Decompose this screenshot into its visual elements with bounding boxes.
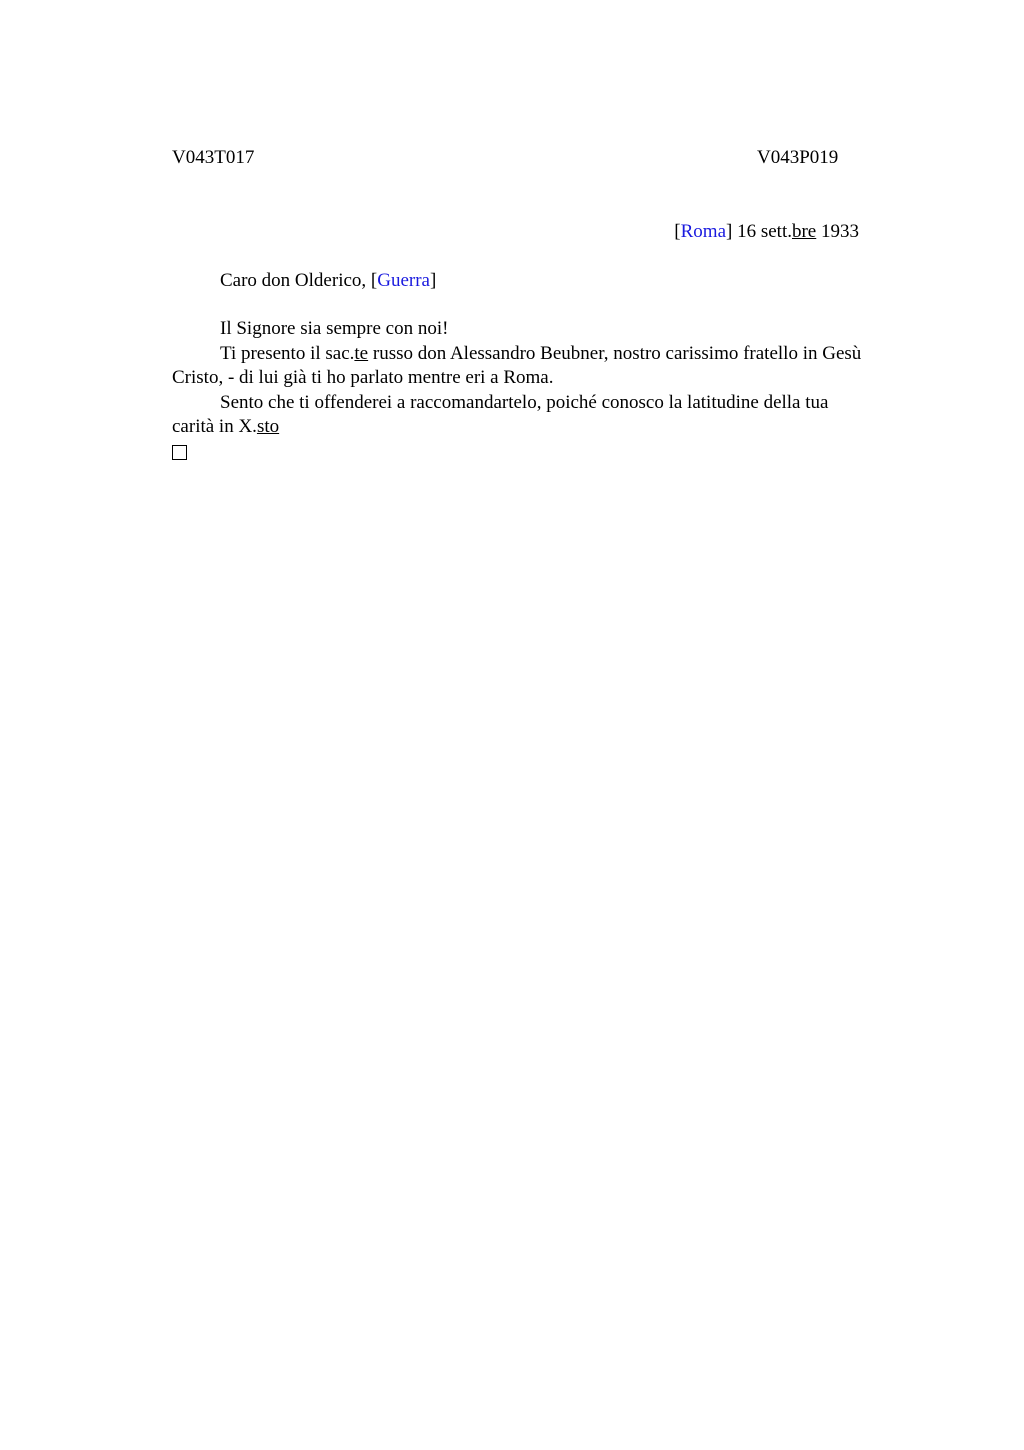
place-link[interactable]: Roma: [680, 221, 727, 242]
bracket-open: [: [674, 221, 681, 242]
date-year: 1933: [816, 221, 859, 242]
bracket-open: [: [370, 270, 378, 291]
letter-body: [172, 317, 862, 467]
bracket-close: ]: [429, 270, 437, 291]
bracket-close: ]: [726, 221, 733, 242]
recipient-link[interactable]: Guerra: [377, 270, 430, 291]
abbrev-sto: sto: [256, 416, 280, 437]
date-line: [674, 220, 859, 244]
salutation-text: Caro don Olderico,: [220, 270, 371, 291]
paragraph-recommendation-text: Sento che ti offenderei a raccomandartelo, poiché conosco la latitudine della tua carità in X.: [172, 391, 829, 437]
paragraph-introduction: [172, 342, 862, 391]
square-outline-icon: [172, 445, 187, 460]
paragraph-recommendation: [172, 391, 862, 440]
paragraph-introduction-rest: russo don Alessandro Beubner, nostro carissimo fratello in Gesù Cristo, - di lui già ti ho parlato mentre eri a Roma.: [172, 342, 862, 388]
paragraph-greeting: Il Signore sia sempre con noi!: [220, 318, 449, 339]
document-code-right: V043P019: [757, 147, 839, 168]
abbrev-te: te: [354, 342, 369, 364]
paragraph-introduction-start: Ti presento il sac.: [220, 342, 355, 364]
salutation: [220, 269, 436, 293]
date-abbrev: bre: [791, 221, 817, 242]
date-prefix: 16 sett.: [732, 221, 792, 242]
document-code-left: V043T017: [172, 147, 255, 168]
